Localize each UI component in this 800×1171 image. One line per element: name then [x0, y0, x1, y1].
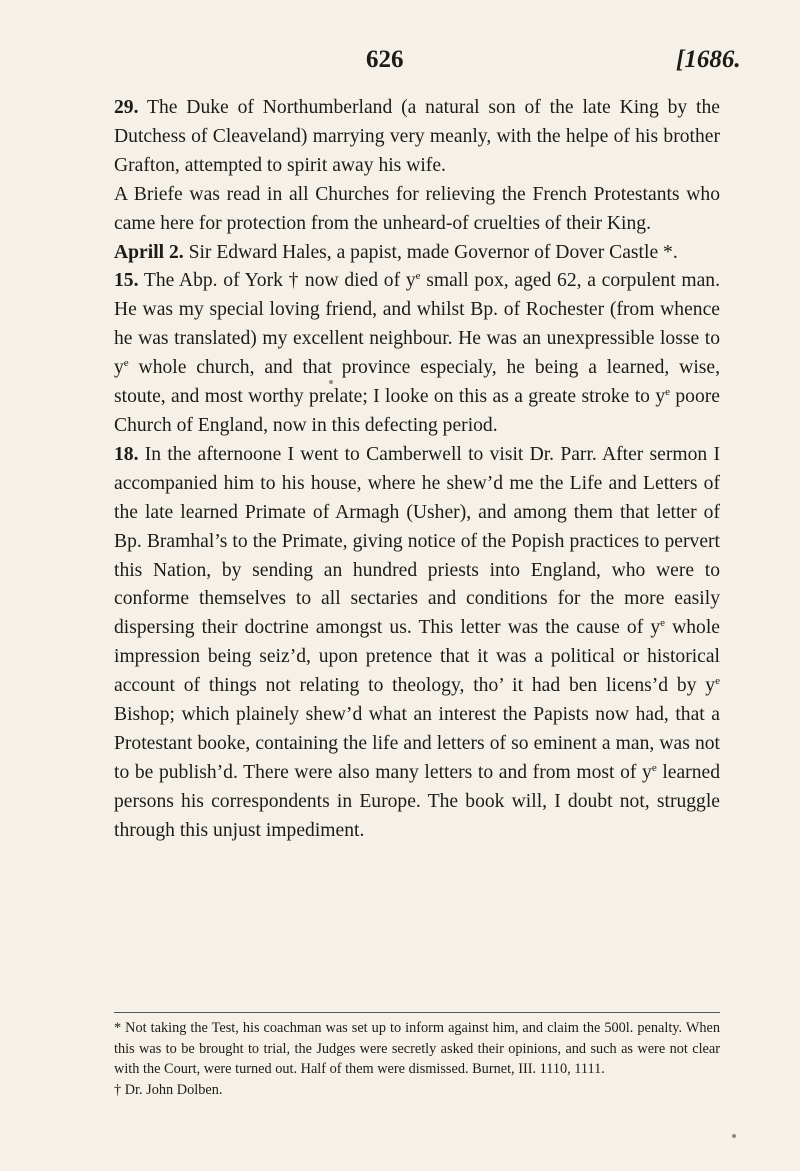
superscript-e: e	[660, 617, 665, 630]
entry-date: 29.	[114, 97, 139, 118]
footnotes	[114, 1018, 720, 1100]
entry-text: Bishop; which plainely shew’d what an interest the Papists now had, that a Protestant booke, containing the life and letters of so eminent a man, was not to be publish’d. There were also many letters to and from most of y	[114, 704, 720, 783]
page-number: 626	[366, 46, 404, 73]
footnote-2: † Dr. John Dolben.	[114, 1081, 223, 1098]
entry-text: poore Church of England, now in this defecting period.	[114, 386, 721, 436]
entry-text: A Briefe was read in all Churches for relieving the French Protestants who came here for protection from the unheard-of cruelties of their King.	[114, 183, 720, 234]
footnote-divider	[114, 1012, 720, 1013]
entry-18	[114, 441, 720, 846]
superscript-e: e	[651, 761, 657, 774]
entry-aprill-2	[114, 239, 720, 268]
superscript-e: e	[415, 270, 421, 283]
entry-text: In the afternoone I went to Camberwell to visit Dr. Parr. After sermon I accompanied him to his house, where he shew’d me the Life and Letters of the late learned Primate of Armagh (Usher), and among them that letter of Bp. Bramhal’s to the Primate, giving notice of the Popish practices to pervert this Nation, by sending an hundred priests into England, who were to conforme themselves to all sectaries and conditions for the more easily dispersing their doctrine amongst us. This letter was the cause of y	[114, 443, 720, 639]
entry-text: The Duke of Northumberland (a natural son of the late King by the Dutchess of Cleaveland) marrying very meanly, with the helpe of his brother Grafton, attempted to spirit away his wife.	[114, 97, 720, 176]
diary-text	[114, 94, 720, 846]
superscript-e: e	[123, 357, 129, 370]
entry-date: 15.	[114, 270, 139, 292]
footnote-1: * Not taking the Test, his coachman was set up to inform against him, and claim the 500l. penalty. When this was to be brought to trial, the Judges were secretly asked their opinions, and such as were not clear with the Court, were turned out. Half of them were dismissed. Burnet, III. 1110, 1111.	[114, 1020, 720, 1078]
entry-text: whole impression being seiz’d, upon pretence that it was a political or historical account of things not relating to theology, tho’ it had ben licens’d by y	[114, 617, 720, 697]
entry-text: The Abp. of York † now died of y	[138, 270, 416, 292]
superscript-e: e	[715, 675, 720, 688]
entry-15	[114, 267, 720, 440]
running-year: [1686.	[676, 46, 741, 73]
entry-text: learned persons his correspondents in Europe. The book will, I doubt not, struggle through this unjust impediment.	[114, 761, 720, 841]
running-header	[0, 46, 800, 82]
entry-briefe	[114, 181, 720, 239]
entry-29	[114, 94, 720, 181]
paper-speck	[329, 380, 333, 384]
entry-text: Sir Edward Hales, a papist, made Governor of Dover Castle *.	[183, 241, 678, 263]
entry-date: 18.	[114, 443, 139, 465]
entry-date: Aprill 2.	[114, 241, 184, 263]
entry-text: whole church, and that province especialy, he being a learned, wise, stoute, and most worthy prelate; I looke on this as a greate stroke to y	[114, 357, 720, 408]
paper-speck	[732, 1134, 736, 1138]
superscript-e: e	[665, 386, 671, 399]
entry-text: small pox, aged 62, a corpulent man. He was my special loving friend, and whilst Bp. of Rochester (from whence he was translated) my excellent neighbour. He was an unexpressible losse to y	[114, 270, 720, 379]
